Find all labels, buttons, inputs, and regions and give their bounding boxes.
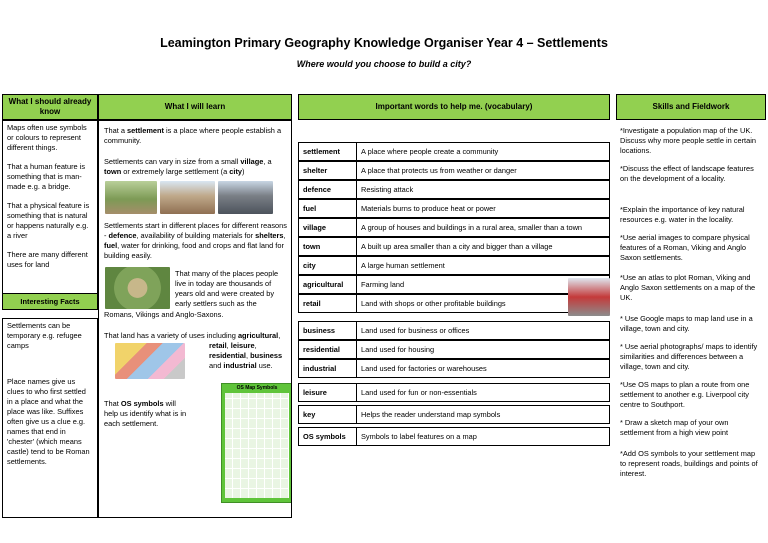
skill-item: *Investigate a population map of the UK. Discuss why more people settle in certain locations. xyxy=(620,126,756,155)
vocab-word: leisure xyxy=(299,384,357,401)
learn-p1: That a settlement is a place where people establish a community. xyxy=(104,126,282,145)
skill-item: *Use OS maps to plan a route from one settlement to another e.g. Liverpool city centre to Southport. xyxy=(620,380,750,409)
should-know-item: Maps often use symbols or colours to represent different things. xyxy=(7,123,87,152)
skill-item: * Use Google maps to map land use in a village, town and city. xyxy=(620,314,753,333)
vocab-definition: Land used for business or offices xyxy=(361,326,470,335)
os-card-title: OS Map Symbols xyxy=(236,385,278,391)
header-should-know: What I should already know xyxy=(2,94,98,120)
skill-item: * Use aerial photographs/ maps to identify similarities and differences between a village, town and city. xyxy=(620,342,758,371)
skill-item: *Discuss the effect of landscape features on the development of a locality. xyxy=(620,164,754,183)
vocab-word: residential xyxy=(299,341,357,358)
vocab-row xyxy=(298,383,610,402)
should-know-item: That a physical feature is something that is natural or happens naturally e.g. a river xyxy=(7,201,90,240)
should-know-item: There are many different uses for land xyxy=(7,250,88,269)
learn-p4-end: Romans, Vikings and Anglo-Saxons. xyxy=(104,310,224,319)
vocab-word: agricultural xyxy=(299,276,357,293)
header-will-learn: What I will learn xyxy=(98,94,292,120)
will-learn-cell xyxy=(98,120,292,518)
vocab-definition: Land used for fun or non-essentials xyxy=(361,388,477,397)
vocab-row xyxy=(298,427,610,446)
facts-header: Interesting Facts xyxy=(2,293,98,310)
vocab-row xyxy=(298,161,610,180)
learn-p2: Settlements can vary in size from a small village, a town or extremely large settlement (a city) xyxy=(104,157,272,176)
header-vocab: Important words to help me. (vocabulary) xyxy=(298,94,610,120)
skill-item: *Add OS symbols to your settlement map to represent roads, buildings and points of interest. xyxy=(620,449,758,478)
facts-cell xyxy=(2,318,98,518)
fact-item: Place names give us clues to who first settled in a place and what the place was like. Suffixes often give us a clue e.g. names that end in 'chester' (which means castle) tend to be Roman settlements. xyxy=(7,377,90,466)
vocab-word: retail xyxy=(299,295,357,312)
vocab-row xyxy=(298,340,610,359)
town-photo xyxy=(160,181,215,214)
vocab-definition: A place that protects us from weather or danger xyxy=(361,166,517,175)
vocab-definition: Resisting attack xyxy=(361,185,414,194)
vocab-definition: Helps the reader understand map symbols xyxy=(361,410,501,419)
vocab-definition: Symbols to label features on a map xyxy=(361,432,477,441)
vocab-word: settlement xyxy=(299,143,357,160)
city-photo xyxy=(218,181,273,214)
vocab-row xyxy=(298,237,610,256)
vocab-word: industrial xyxy=(299,360,357,377)
land-use-map xyxy=(115,343,185,379)
header-skills: Skills and Fieldwork xyxy=(616,94,766,120)
learn-p3: Settlements start in different places for different reasons - defence, availability of building materials for shelters, fuel, water for drinking, food and crops and flat land for building easily. xyxy=(104,221,287,260)
os-symbols-grid xyxy=(225,393,289,498)
vocab-definition: A group of houses and buildings in a rural area, smaller than a town xyxy=(361,223,583,232)
vocab-word: city xyxy=(299,257,357,274)
vocab-definition: Materials burns to produce heat or power xyxy=(361,204,496,213)
village-photo xyxy=(105,181,157,214)
should-know-item: That a human feature is something that is man-made e.g. a bridge. xyxy=(7,162,86,191)
learn-p6: That OS symbols will help us identify what is in each settlement. xyxy=(104,399,187,428)
vocab-definition: Land used for housing xyxy=(361,345,435,354)
learn-p5: That land has a variety of uses including agricultural, xyxy=(104,331,281,340)
vocab-row xyxy=(298,199,610,218)
learn-p5-b: retail, leisure, residential, business and industrial use. xyxy=(209,341,283,370)
skill-item: *Use aerial images to compare physical features of a Roman, Viking and Anglo Saxon settlements. xyxy=(620,233,750,262)
skill-item: *Use an atlas to plot Roman, Viking and Anglo Saxon settlements on a map of the UK. xyxy=(620,273,756,302)
skill-item: * Draw a sketch map of your own settlement from a high view point xyxy=(620,418,729,437)
vocab-definition: Land with shops or other profitable buildings xyxy=(361,299,506,308)
learn-p4: That many of the places people live in today are thousands of years old and were created by early settlers such as the xyxy=(175,269,279,308)
vocab-word: shelter xyxy=(299,162,357,179)
fact-item: Settlements can be temporary e.g. refugee camps xyxy=(7,321,82,350)
os-symbols-card xyxy=(221,383,292,503)
vocab-definition: A built up area smaller than a city and bigger than a village xyxy=(361,242,553,251)
vocab-row xyxy=(298,359,610,378)
vocab-word: key xyxy=(299,406,357,423)
vocab-row xyxy=(298,180,610,199)
vocab-row xyxy=(298,142,610,161)
vocab-word: OS symbols xyxy=(299,428,357,445)
vocab-row xyxy=(298,256,610,275)
vocab-definition: A place where people create a community xyxy=(361,147,499,156)
vocab-word: business xyxy=(299,322,357,339)
vocab-row xyxy=(298,218,610,237)
vocab-word: town xyxy=(299,238,357,255)
vocab-row xyxy=(298,294,610,313)
vocab-row xyxy=(298,321,610,340)
vocab-row xyxy=(298,275,610,294)
vocab-word: defence xyxy=(299,181,357,198)
retail-photo xyxy=(568,278,610,316)
vocab-definition: Farming land xyxy=(361,280,405,289)
vocab-definition: Land used for factories or warehouses xyxy=(361,364,487,373)
skill-item: *Explain the importance of key natural resources e.g. water in the locality. xyxy=(620,205,745,224)
roman-settlement-picture xyxy=(105,267,170,309)
vocab-word: village xyxy=(299,219,357,236)
vocab-word: fuel xyxy=(299,200,357,217)
page-title: Leamington Primary Geography Knowledge Organiser Year 4 – Settlements xyxy=(160,36,608,50)
page-subtitle: Where would you choose to build a city? xyxy=(296,59,472,69)
vocab-definition: A large human settlement xyxy=(361,261,445,270)
vocab-row xyxy=(298,405,610,424)
should-know-cell xyxy=(2,120,98,294)
